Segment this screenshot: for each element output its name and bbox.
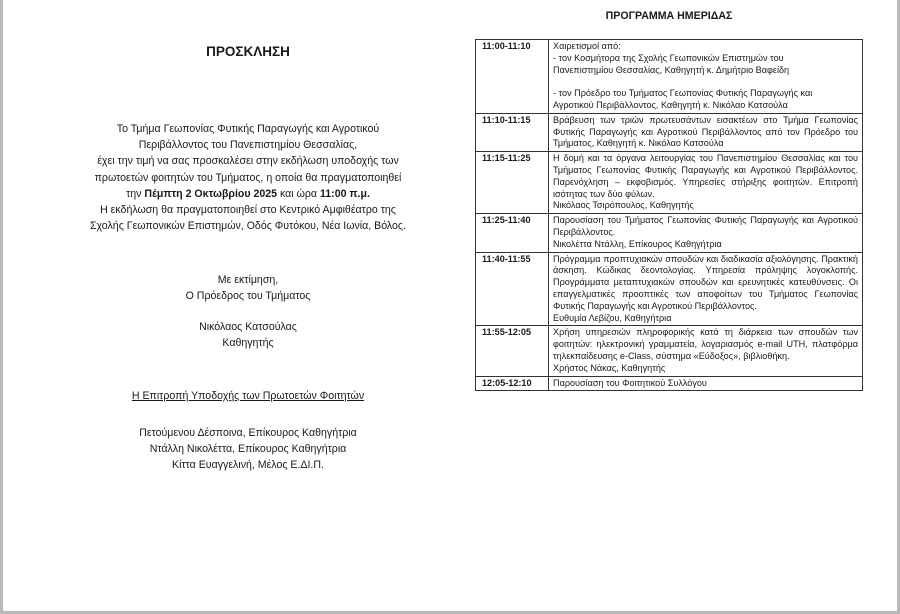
closing — [43, 272, 453, 304]
event-time: 11:00 π.μ. — [319, 187, 370, 200]
invitation-line: Σχολής Γεωπονικών Επιστημών, Οδός Φυτόκου, Νέα Ιωνία, Βόλος. — [89, 220, 406, 233]
table-row — [476, 113, 863, 151]
session-description — [549, 214, 863, 252]
committee-members — [43, 425, 453, 474]
session-text: - τον Πρόεδρο του Τμήματος Γεωπονίας Φυτικής Παραγωγής και — [553, 88, 813, 99]
invitation-line: Η εκδήλωση θα πραγματοποιηθεί στο Κεντρικό Αμφιθέατρο της — [100, 204, 396, 217]
session-text: Πανεπιστημίου Θεσσαλίας, Καθηγητή κ. Δημήτριο Βαφείδη — [553, 64, 790, 75]
time-slot: 11:00-11:10 — [476, 40, 549, 114]
table-row — [476, 40, 863, 114]
invitation-line: Το Τμήμα Γεωπονίας Φυτικής Παραγωγής και Αγροτικού — [116, 123, 380, 135]
signer-name: Νικόλαος Κατσούλας — [199, 321, 297, 333]
session-text: Χρήση υπηρεσιών πληροφορικής κατά τη διάρκεια των σπουδών των φοιτητών: ηλεκτρονική γραμματεία, λογαριασμός e-mail UTH, πλατφόρμα τηλεκπαίδευσης e-Class, σύστημα «Εύδοξος», βιβλιοθήκη. — [553, 327, 858, 361]
committee-member: Ντάλλη Νικολέττα, Επίκουρος Καθηγήτρια — [149, 443, 347, 456]
session-description — [549, 326, 863, 376]
table-row — [476, 214, 863, 252]
time-slot: 12:05-12:10 — [476, 376, 549, 391]
session-text: Η δομή και τα όργανα λειτουργίας του Πανεπιστημίου Θεσσαλίας και του Τμήματος Γεωπονίας Φυτικής Παραγωγής και Αγροτικού Περιβάλλοντος. Παρενόχληση – εκφοβισμός. Υπηρεσίες στήριξης φοιτητών. Επιτροπή ισότητας των δύο φύλων. — [553, 153, 858, 199]
session-text: Χαιρετισμοί από: — [553, 41, 621, 51]
committee-member: Κίττα Ευαγγελινή, Μέλος Ε.ΔΙ.Π. — [172, 459, 324, 472]
time-slot: 11:25-11:40 — [476, 214, 549, 252]
time-prefix: και ώρα — [277, 187, 320, 200]
session-description: Παρουσίαση του Φοιτητικού Συλλόγου — [549, 376, 863, 391]
date-prefix: την — [126, 187, 145, 200]
session-text: Παρουσίαση του Τμήματος Γεωπονίας Φυτικής Παραγωγής και Αγροτικού Περιβάλλοντος. — [553, 215, 858, 237]
invitation-line: έχει την τιμή να σας προσκαλέσει στην εκδήλωση υποδοχής των — [97, 155, 399, 168]
table-row — [476, 326, 863, 376]
signer-title: Καθηγητής — [222, 337, 274, 349]
time-slot: 11:40-11:55 — [476, 252, 549, 326]
session-speaker: Χρήστος Νάκας, Καθηγητής — [553, 362, 666, 373]
program-table — [475, 39, 863, 391]
time-slot: 11:10-11:15 — [476, 113, 549, 151]
closing-regards: Με εκτίμηση, — [217, 274, 279, 286]
session-description: Βράβευση των τριών πρωτευσάντων εισακτέων στο Τμήμα Γεωπονίας Φυτικής Παραγωγής και Αγροτικού Περιβάλλοντος από τον Πρόεδρο του Τμήματος, Καθηγητή κ. Νικόλαο Κατσούλα — [549, 113, 863, 151]
session-description — [549, 252, 863, 326]
invitation-title: ΠΡΟΣΚΛΗΣΗ — [206, 44, 290, 59]
session-text: - τον Κοσμήτορα της Σχολής Γεωπονικών Επιστημών του — [553, 52, 784, 63]
invitation-date-line — [43, 186, 453, 202]
closing-role: Ο Πρόεδρος του Τμήματος — [185, 290, 311, 302]
program-title: ΠΡΟΓΡΑΜΜΑ ΗΜΕΡΙΔΑΣ — [605, 10, 733, 22]
committee-title: Η Επιτροπή Υποδοχής των Πρωτοετών Φοιτητών — [131, 390, 365, 402]
session-text: Αγροτικού Περιβάλλοντος, Καθηγητή κ. Νικόλαο Κατσούλα — [553, 99, 788, 110]
event-date: Πέμπτη 2 Οκτωβρίου 2025 — [144, 187, 278, 200]
spacer — [553, 76, 858, 88]
session-description — [549, 40, 863, 114]
signature-block — [43, 319, 453, 351]
session-speaker: Νικολέττα Ντάλλη, Επίκουρος Καθηγήτρια — [553, 238, 722, 249]
table-row — [476, 252, 863, 326]
table-row — [476, 376, 863, 391]
invitation-line: Περιβάλλοντος του Πανεπιστημίου Θεσσαλίας, — [138, 139, 358, 152]
session-speaker: Νικόλαος Τσιρόπουλος, Καθηγητής — [553, 200, 694, 211]
session-text: Πρόγραμμα προπτυχιακών σπουδών και διαδικασία αξιολόγησης. Πρακτική άσκηση. Κώδικας δεοντολογίας. Υπηρεσία πρόληψης λογοκλοπής. Προγράμματα μεταπτυχιακών σπουδών και ερευνητικές κατευθύνσεις. Οι επαγγελματικές προοπτικές των αποφοίτων του Τμήματος Γεωπονίας Φυτικής Παραγωγής και Αγροτικού Περιβάλλοντος. — [553, 253, 858, 311]
time-slot: 11:55-12:05 — [476, 326, 549, 376]
committee-member: Πετούμενου Δέσποινα, Επίκουρος Καθηγήτρια — [139, 427, 357, 439]
invitation-line: πρωτοετών φοιτητών του Τμήματος, η οποία θα πραγματοποιηθεί — [94, 171, 402, 184]
session-description — [549, 152, 863, 214]
time-slot: 11:15-11:25 — [476, 152, 549, 214]
invitation-body — [43, 121, 453, 234]
session-speaker: Ευθυμία Λεβίζου, Καθηγήτρια — [553, 312, 672, 323]
table-row — [476, 152, 863, 214]
